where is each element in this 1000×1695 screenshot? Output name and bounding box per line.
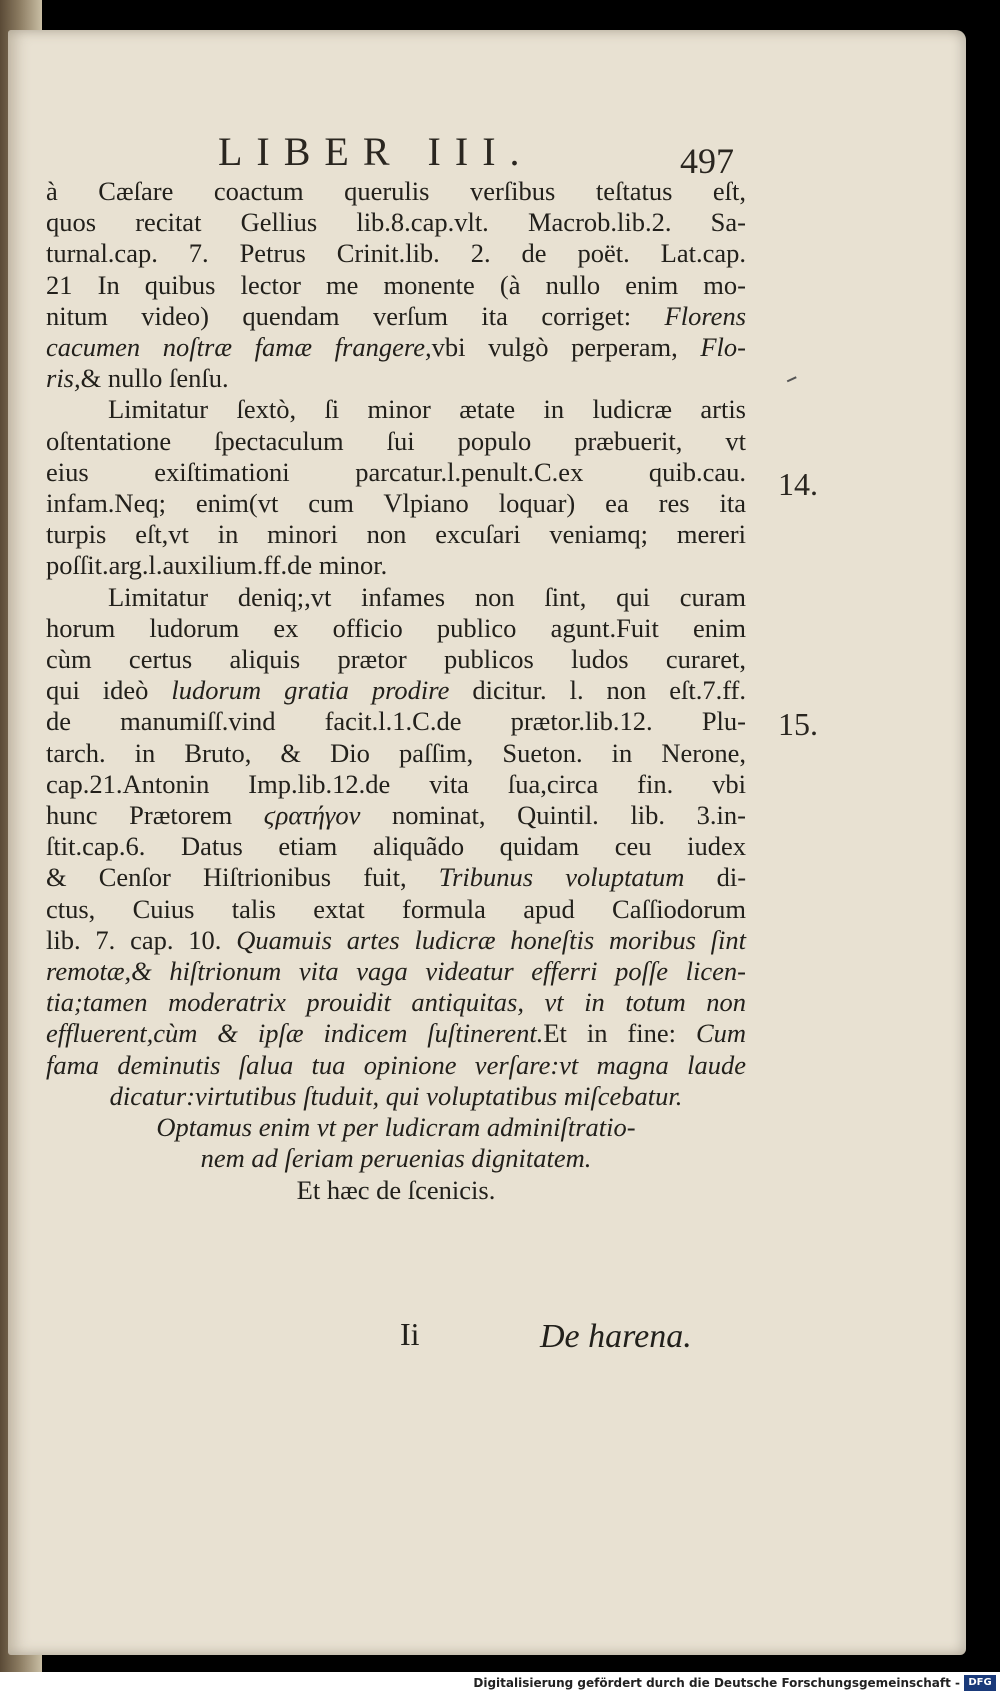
text-segment: nominat, Quintil. lib. 3.in- — [391, 800, 746, 831]
italic-quote: Flo- — [700, 332, 746, 363]
text-line: ctus, Cuius talis extat formula apud Caſſiodorum — [46, 893, 746, 924]
text-line: Limitatur ſextò, ſi minor ætate in ludicræ artis — [108, 394, 746, 425]
text-line — [46, 363, 746, 394]
text-segment: di- — [716, 862, 747, 893]
text-line: 21 In quibus lector me monente (à nullo enim mo- — [46, 269, 746, 300]
text-line: Limitatur deniq;,vt infames non ſint, qui curam — [108, 581, 746, 612]
text-line: horum ludorum ex officio publico agunt.Fuit enim — [46, 612, 746, 643]
catchword: De harena. — [540, 1318, 692, 1355]
text-line: à Cæſare coactum querulis verſibus teſtatus eſt, — [46, 176, 746, 206]
text-segment: Et in fine: — [543, 1018, 676, 1049]
text-line: cùm certus aliquis prætor publicos ludos curaret, — [46, 644, 746, 675]
italic-quote: Florens — [664, 300, 747, 331]
page-number: 497 — [680, 141, 734, 181]
italic-quote: effluerent,cùm & ipſæ indicem ſuſtinerent. — [46, 1018, 544, 1049]
closing-line: Et hæc de ſcenicis. — [296, 1174, 496, 1205]
text-line: tarch. in Bruto, & Dio paſſim, Sueton. in Nerone, — [46, 737, 746, 768]
text-line: Optamus enim vt per ludicram adminiſtratio- — [156, 1112, 636, 1143]
italic-quote: Cum — [695, 1018, 747, 1049]
text-segment: dicitur. l. non eſt.7.ff. — [472, 675, 746, 706]
text-line — [46, 1018, 746, 1049]
main-text — [46, 176, 746, 1206]
text-line: poſſit.arg.l.auxilium.ff.de minor. — [46, 550, 388, 581]
text-segment: lib. 7. cap. 10. — [46, 924, 222, 955]
text-line: quos recitat Gellius lib.8.cap.vlt. Macrob.lib.2. Sa- — [46, 207, 746, 238]
text-line: de manumiſſ.vind facit.l.1.C.de prætor.lib.12. Plu- — [46, 706, 746, 737]
italic-quote: cacumen noſtræ famæ frangere, — [46, 332, 432, 363]
text-line — [46, 675, 746, 706]
text-line — [46, 925, 746, 956]
text-line: turnal.cap. 7. Petrus Crinit.lib. 2. de poët. Lat.cap. — [46, 238, 746, 269]
running-head: LIBER III. — [218, 129, 534, 174]
text-line: nem ad ſeriam peruenias dignitatem. — [200, 1143, 592, 1174]
text-line: ſtit.cap.6. Datus etiam aliquãdo quidam ceu iudex — [46, 831, 746, 862]
text-line: dicatur:virtutibus ſtuduit, qui voluptatibus miſcebatur. — [109, 1080, 683, 1111]
text-line — [46, 862, 746, 893]
paragraph-1 — [46, 176, 746, 394]
text-line: tia;tamen moderatrix prouidit antiquitas, vt in totum non — [46, 987, 746, 1018]
text-line: cap.21.Antonin Imp.lib.12.de vita ſua,circa fin. vbi — [46, 768, 746, 799]
text-line — [46, 800, 746, 831]
text-segment: qui ideò — [46, 675, 149, 706]
text-line: infam.Neq; enim(vt cum Vlpiano loquar) ea res ita — [46, 488, 746, 519]
margin-note-number: 14. — [778, 466, 818, 502]
text-segment: & Cenſor Hiſtrionibus fuit, — [46, 862, 407, 893]
text-line: turpis eſt,vt in minori non excuſari veniamq; mereri — [46, 519, 746, 550]
text-segment: vbi vulgò perperam, — [431, 332, 678, 363]
text-line: fama deminutis ſalua tua opinione verſare:vt magna laude — [46, 1049, 746, 1080]
dfg-logo: DFG — [964, 1675, 996, 1691]
paragraph-2 — [46, 394, 746, 581]
italic-quote: Tribunus voluptatum — [438, 862, 685, 893]
signature-mark: Ii — [400, 1316, 420, 1352]
margin-note-number: 15. — [778, 706, 818, 742]
text-segment: nitum video) quendam verſum ita corriget: — [46, 300, 632, 331]
italic-quote: ris, — [46, 363, 81, 394]
text-segment: hunc Prætorem — [46, 800, 233, 831]
text-line: remotæ,& hiſtrionum vita vaga videatur efferri poſſe licen- — [46, 956, 746, 987]
italic-quote: Quamuis artes ludicræ honeſtis moribus ſint — [236, 924, 747, 955]
text-line — [46, 301, 746, 332]
italic-quote: ludorum gratia prodire — [171, 675, 450, 706]
digitization-credit: Digitalisierung gefördert durch die Deutsche Forschungsgemeinschaft - — [473, 1676, 960, 1690]
paragraph-3 — [46, 582, 746, 1206]
text-line: oſtentatione ſpectaculum ſui populo præbuerit, vt — [46, 425, 746, 456]
greek-word: ϛρατήγον — [263, 800, 361, 831]
text-line — [46, 332, 746, 363]
text-segment: & nullo ſenſu. — [80, 363, 229, 394]
text-line: eius exiſtimationi parcatur.l.penult.C.ex quib.cau. — [46, 456, 746, 487]
